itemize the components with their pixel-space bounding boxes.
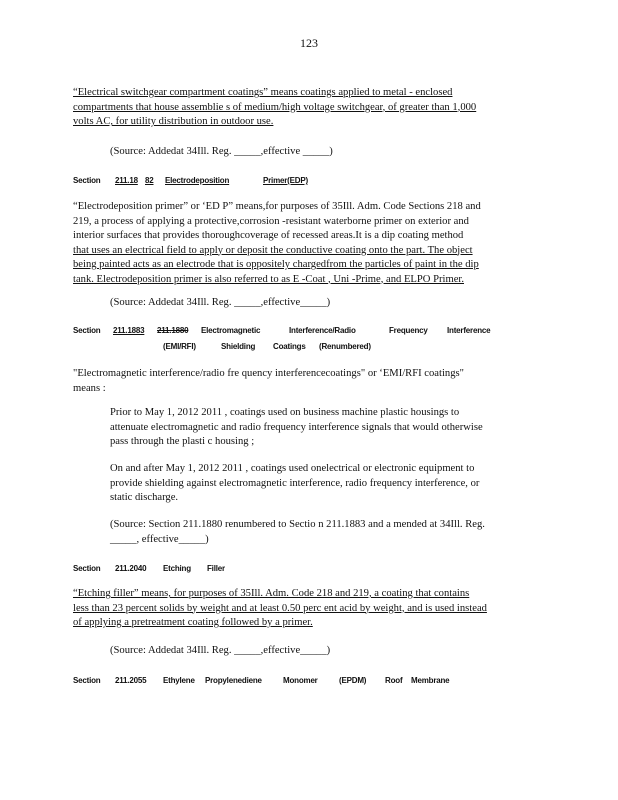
text-line: “Electrodeposition primer” or ‘ED P” means,for purposes of 35Ill. Adm. Code Sections 218 and <box>73 201 481 212</box>
text-line: interior surfaces that provides thoroughcoverage of recessed areas.It is a dip coating method <box>73 230 464 241</box>
text-line: less than 23 percent solids by weight and at least 0.50 perc ent acid by weight, and is used instead <box>73 602 487 614</box>
text-line: pass through the plasti c housing ; <box>110 436 255 447</box>
section-old-number: 211.1880 <box>157 326 189 335</box>
text-line: “Etching filler” means, for purposes of 35Ill. Adm. Code 218 and 219, a coating that contains <box>73 588 470 599</box>
section-heading-211-2040 <box>73 564 237 573</box>
text-line: that uses an electrical field to apply or deposit the conductive coating onto the part. The object <box>73 244 473 256</box>
source-note: (Source: Addedat 34Ill. Reg. _____,effective_____) <box>110 645 331 656</box>
section-title-word: Propylenediene <box>205 676 262 685</box>
section-number: 211.18 <box>115 176 138 185</box>
section-label: Section <box>73 176 101 185</box>
section-title-word: Roof <box>385 676 403 685</box>
section-label: Section <box>73 326 101 335</box>
section-heading-211-1882 <box>73 176 333 185</box>
definition-electrodeposition-primer <box>73 200 535 287</box>
text-line: (Source: Section 211.1880 renumbered to Sectio n 211.1883 and a mended at 34Ill. Reg. <box>110 519 485 530</box>
page-number: 123 <box>300 36 318 50</box>
text-line: Prior to May 1, 2012 2011 , coatings used on business machine plastic housings to <box>110 407 460 418</box>
text-line: _____, effective_____) <box>110 533 209 545</box>
source-note: (Source: Addedat 34Ill. Reg. _____,effective _____) <box>110 146 333 157</box>
section-title-word: Ethylene <box>163 676 195 685</box>
definition-etching-filler <box>73 587 535 631</box>
section-label: Section <box>73 564 101 573</box>
section-title-word: (EPDM) <box>339 676 367 685</box>
definition-electrical-switchgear <box>73 86 535 130</box>
section-heading-211-1883-line2 <box>163 342 371 351</box>
section-title-word: Interference/Radio <box>289 326 356 335</box>
text-line: 219, a process of applying a protective,corrosion -resistant waterborne primer on exterior and <box>73 215 469 227</box>
text-line: being painted acts as an electrode that is oppositely chargedfrom the particles of paint in the dip <box>73 259 479 270</box>
text-line: tank. Electrodeposition primer is also referred to as E -Coat , Uni -Prime, and ELPO Primer. <box>73 273 464 285</box>
text-line: compartments that house assemblie s of medium/high voltage switchgear, of greater than 1,000 <box>73 101 477 113</box>
definition-emi-rfi-coatings <box>73 367 535 396</box>
section-title-word: Frequency <box>389 326 428 335</box>
section-number: 211.2055 <box>115 676 147 685</box>
source-note <box>110 518 532 547</box>
section-title-word: Coatings <box>273 342 306 351</box>
section-title-word: Shielding <box>221 342 256 351</box>
section-title-word: Primer(EDP) <box>263 176 308 185</box>
source-note: (Source: Addedat 34Ill. Reg. _____,effective_____) <box>110 297 331 308</box>
section-title-word: Monomer <box>283 676 318 685</box>
section-number-suffix: 82 <box>145 176 154 185</box>
subparagraph-on-and-after <box>110 462 532 506</box>
section-number: 211.2040 <box>115 564 147 573</box>
section-title-word: Electrodeposition <box>165 176 230 185</box>
section-title-word: (EMI/RFI) <box>163 342 196 351</box>
text-line: volts AC, for utility distribution in outdoor use. <box>73 116 274 127</box>
text-line: "Electromagnetic interference/radio fre quency interferencecoatings" or ‘EMI/RFI coatings" <box>73 368 464 379</box>
text-line: “Electrical switchgear compartment coatings” means coatings applied to metal - enclosed <box>73 87 453 98</box>
section-title-word: Interference <box>447 326 491 335</box>
section-title-word: Membrane <box>411 676 450 685</box>
section-heading-211-1883 <box>73 326 490 335</box>
text-line: of applying a pretreatment coating followed by a primer. <box>73 617 313 628</box>
text-line: static discharge. <box>110 492 179 503</box>
section-title-word: Etching <box>163 564 191 573</box>
section-title-word: Electromagnetic <box>201 326 261 335</box>
text-line: provide shielding against electromagnetic interference, radio frequency interference, or <box>110 477 480 489</box>
section-label: Section <box>73 676 101 685</box>
section-heading-211-2055 <box>73 676 463 685</box>
text-line: means : <box>73 382 106 394</box>
section-number: 211.1883 <box>113 326 145 335</box>
subparagraph-prior <box>110 406 532 450</box>
text-line: attenuate electromagnetic and radio frequency interference signals that would otherwise <box>110 421 483 433</box>
text-line: On and after May 1, 2012 2011 , coatings used onelectrical or electronic equipment to <box>110 463 475 474</box>
section-title-word: (Renumbered) <box>319 342 371 351</box>
section-title-word: Filler <box>207 564 225 573</box>
